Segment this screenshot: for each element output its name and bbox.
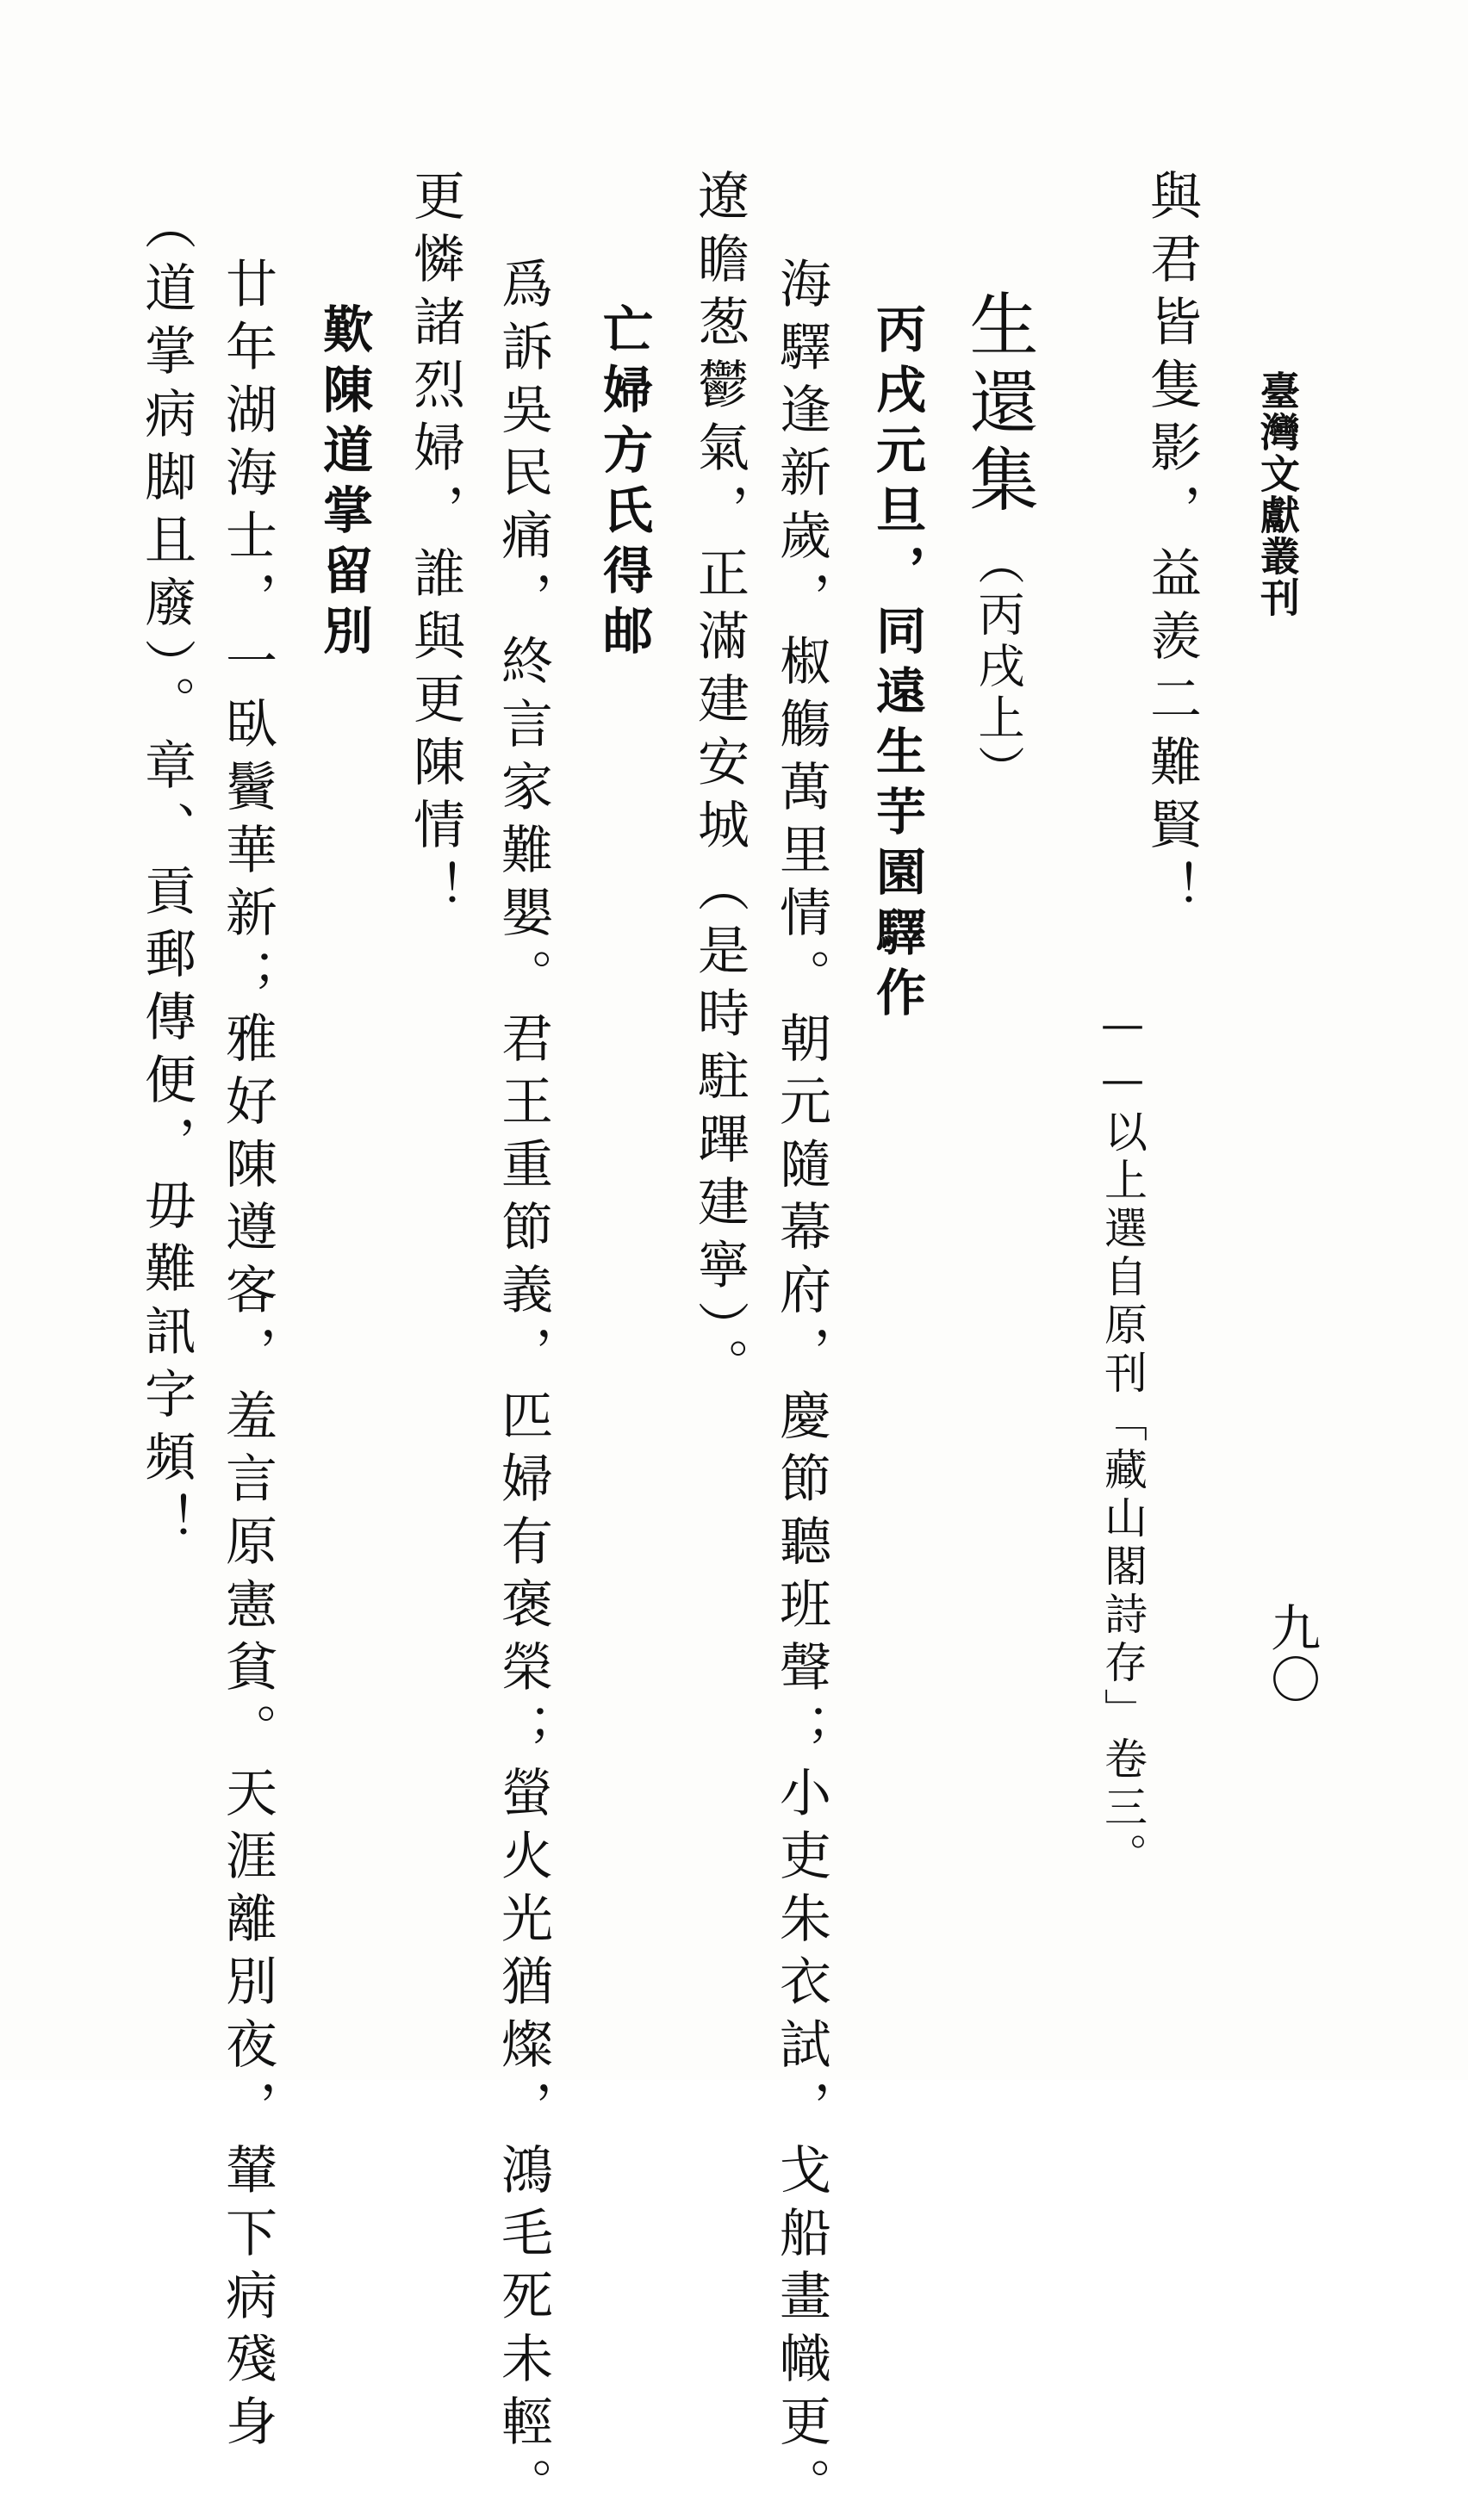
source-note: ——以上選自原刊「藏山閣詩存」卷三。 xyxy=(1098,999,1148,1881)
collection-note: （丙戌上） xyxy=(971,538,1025,797)
poem-3-line-1: 廿年湖海士，一臥鬢華新；雅好陳遵客，羞言原憲貧。天涯離別夜，輦下病殘身 xyxy=(217,257,277,2457)
page-number: 九〇 xyxy=(1262,1602,1321,1705)
poem-1-line-2: 遼瞻葱鬱氣，正滿建安城（是時駐蹕建寧）。 xyxy=(689,169,750,1400)
verse-line-1: 與君皆隻影，益羨二難賢！ xyxy=(1141,169,1202,923)
poem-1-line-1: 海驛逢新歲，椒觴萬里情。朝元隨幕府，慶節聽班聲；小吏朱衣試，戈船畫幟更。 xyxy=(771,257,831,2520)
collection-title: 生還集 xyxy=(958,289,1038,521)
poem-2-line-2: 更憐諸烈婦，誰與更陳情！ xyxy=(405,169,465,923)
poem-3-line-2: （道掌病脚且廢）。章、貢郵傳便，毋難訊字頻！ xyxy=(136,198,196,1555)
collection-heading xyxy=(958,289,1038,797)
poem-title-1: 丙戌元旦，同遠生芋園驛作 xyxy=(868,303,926,1027)
running-head: 臺灣文獻叢刊 xyxy=(1254,370,1301,618)
poem-title-2: 亡婦方氏得邮 xyxy=(594,303,653,665)
poem-2-line-1: 爲訴吳民痛，終言家難嬰。君王重節義，匹婦有褒榮；螢火光猶燦，鴻毛死未輕。 xyxy=(493,257,553,2520)
poem-title-3: 歎陳道掌留別 xyxy=(314,303,373,665)
